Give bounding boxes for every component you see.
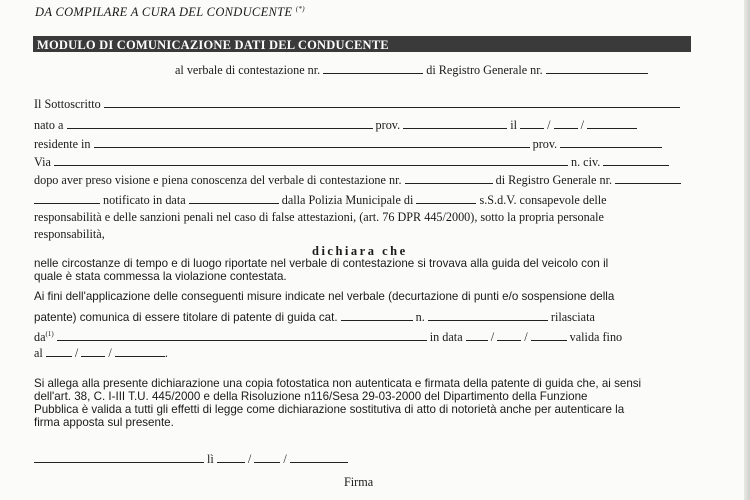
contest-nr-field[interactable] [405,172,493,184]
res-prov-label: prov. [532,137,558,151]
via-label: Via [34,155,51,169]
para1-text-b: di Registro Generale nr. [495,173,613,187]
para3-line1: Ai fini dell'applicazione delle conseguenti misure indicate nel verbale (decurtazione di punti e/o sospensione della [34,290,615,303]
residente-label: residente in [34,137,91,151]
sdv-label: s.S.d.V. consapevole delle [479,193,607,207]
para4-line2: dell'art. 38, C. I-III T.U. 445/2000 e della Risoluzione n116/Sesa 29-03-2000 del Dipartimento della Funzione [34,390,588,403]
para1-line1 [34,172,681,187]
nato-prov-label: prov. [375,118,401,132]
firma-label: Firma [344,475,374,489]
issue-month-field[interactable] [497,329,521,341]
da-label: da [34,330,46,345]
place-field[interactable] [34,451,204,463]
birth-day-field[interactable] [520,117,544,129]
note-1-mark: (1) [45,330,54,338]
sottoscritto-label: Il Sottoscritto [34,97,101,111]
issue-day-field[interactable] [466,329,488,341]
sign-year-field[interactable] [290,451,348,463]
para1-text-a: dopo aver preso visione e piena conoscenza del verbale di contestazione nr. [34,173,402,187]
notif-date-field[interactable] [189,192,279,204]
cat-label: patente) comunica di essere titolare di patente di guida cat. [34,311,338,324]
in-data-label: in data [429,330,463,345]
expiry-year-field[interactable] [115,345,165,357]
rilasciata-label: rilasciata [550,310,595,324]
nato-field[interactable] [67,117,373,129]
verbale-label: al verbale di contestazione nr. [175,63,321,77]
compile-note-text: DA COMPILARE A CURA DEL CONDUCENTE [35,5,293,20]
dichiara-heading: dichiara che [312,244,408,258]
sottoscritto-field[interactable] [104,96,680,108]
registro-label: di Registro Generale nr. [426,63,543,77]
polizia-field[interactable] [416,192,476,204]
verbale-nr-field[interactable] [323,62,423,74]
expiry-month-field[interactable] [81,345,105,357]
sign-month-field[interactable] [254,451,280,463]
sign-day-field[interactable] [217,451,245,463]
compile-note-mark: (*) [295,5,305,13]
form-title-bar [33,36,691,52]
residente-field[interactable] [94,136,530,148]
para1-line3: responsabilità e delle sanzioni penali nel caso di false attestazioni, (art. 76 DPR 445/2000), sotto la propria personale [34,210,604,224]
nato-row: nato a prov. il / / [34,117,637,132]
para1-line4: responsabilità, [34,227,105,241]
notif-prefix-field[interactable] [34,192,100,204]
notificato-label: notificato in data [103,193,186,207]
reg-gen-nr-field[interactable] [615,172,681,184]
nato-prov-field[interactable] [403,117,507,129]
li-label: lì [207,452,214,466]
nciv-label: n. civ. [570,155,601,169]
sottoscritto-row [34,96,680,111]
expiry-day-field[interactable] [46,345,72,357]
cat-field[interactable] [341,309,413,321]
issue-year-field[interactable] [531,329,567,341]
verbale-line [175,62,648,77]
compile-note [35,5,305,20]
valida-fino-label: valida fino [569,330,623,345]
residente-row [34,136,662,151]
via-row [34,154,669,169]
res-prov-field[interactable] [560,136,662,148]
registro-nr-field[interactable] [546,62,648,74]
nato-label: nato a [34,118,64,132]
patente-n-field[interactable] [428,309,548,321]
form-title: MODULO DI COMUNICAZIONE DATI DEL CONDUCENTE [37,38,389,52]
birth-year-field[interactable] [587,117,637,129]
para2-line2: quale è stata commessa la violazione contestata. [34,270,287,283]
para3-line4: al / / . [34,346,168,360]
para4-line3: Pubblica è valida a tutti gli effetti di legge come dichiarazione sostitutiva di atto di notorietà anche per autenticare la [34,403,625,416]
para4-line1: Si allega alla presente dichiarazione una copia fotostatica non autenticata e firmata della patente di guida che, ai sensi [34,377,642,390]
para3-line2 [34,309,595,325]
birth-month-field[interactable] [554,117,578,129]
patente-n-label: n. [415,310,425,324]
para2-line1: nelle circostanze di tempo e di luogo riportate nel verbale di contestazione si trovava alla guida del veicolo con il [34,257,609,270]
polizia-label: dalla Polizia Municipale di [281,193,414,207]
al-label: al [34,346,43,360]
place-date-row: lì / / [34,451,348,466]
scan-edge [744,0,750,500]
il-label: il [510,118,518,132]
rilasciata-da-field[interactable] [57,329,427,341]
via-field[interactable] [54,154,568,166]
para1-line2 [34,192,607,207]
para3-line3: $da^{(1)}$ in data / / valida fino [34,330,623,345]
nciv-field[interactable] [603,154,669,166]
para4-line4: firma apposta sul presente. [34,416,174,429]
